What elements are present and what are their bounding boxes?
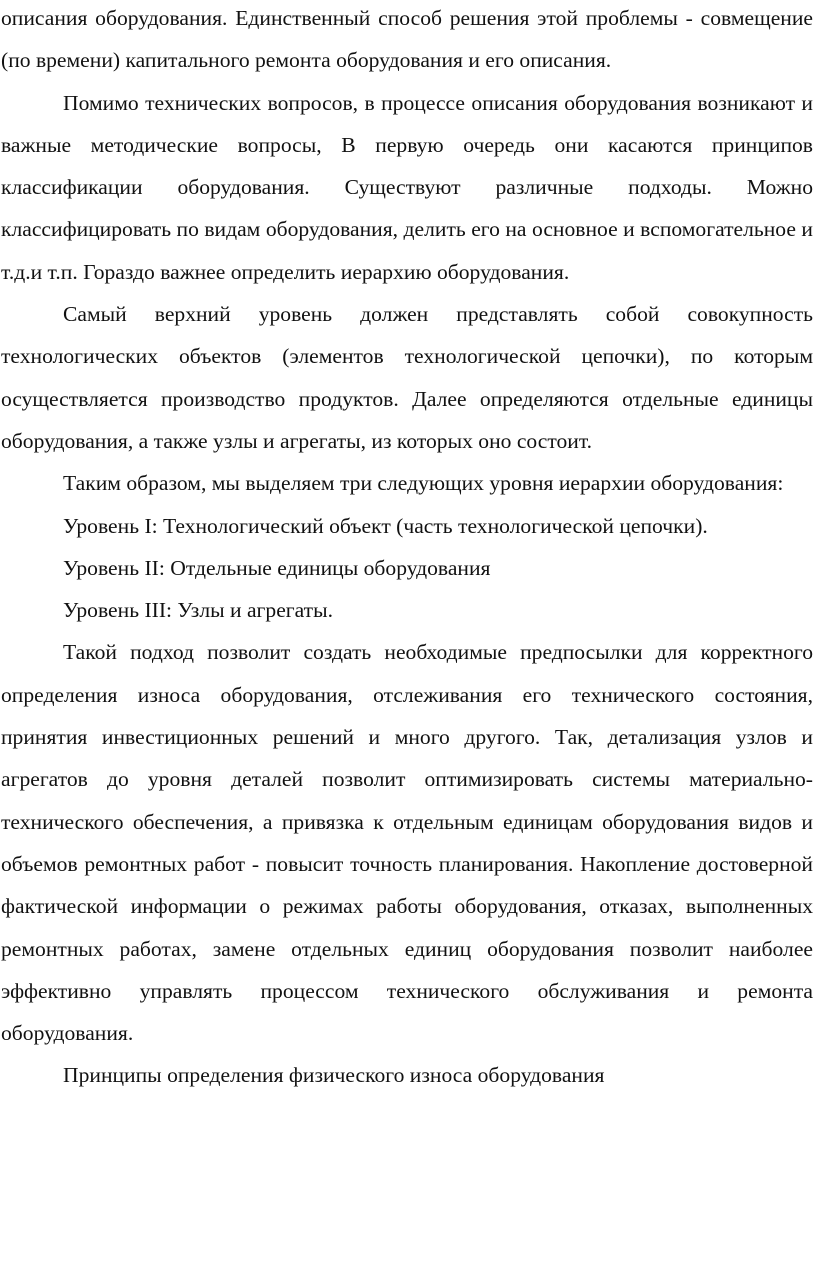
paragraph-approach-benefits: Такой подход позволит создать необходимые предпосылки для корректного определения износа оборудования, отслеживания его технического состояния, принятия инвестиционных решений и много другого. Так, детализация узлов и агрегатов до уровня деталей позволит оптимизировать системы материально-технического обеспечения, а привязка к отдельным единицам оборудования видов и объемов ремонтных работ - повысит точность планирования. Накопление достоверной фактической информации о режимах работы оборудования, отказах, выполненных ремонтных работах, замене отдельных единиц оборудования позволит наиболее эффективно управлять процессом технического обслуживания и ремонта оборудования. <box>1 640 813 1046</box>
paragraph-methodical-questions: Помимо технических вопросов, в процессе описания оборудования возникают и важные методические вопросы, В первую очередь они касаются принципов классификации оборудования. Существуют различные подходы. Можно классифицировать по видам оборудования, делить его на основное и вспомогательное и т.д.и т.п. Гораздо важнее определить иерархию оборудования. <box>1 90 813 284</box>
list-item-level-2: Уровень II: Отдельные единицы оборудования <box>63 555 491 580</box>
section-heading-wear-principles: Принципы определения физического износа оборудования <box>63 1063 605 1088</box>
paragraph-three-levels-intro: Таким образом, мы выделяем три следующих уровня иерархии оборудования: <box>63 471 784 496</box>
list-item-level-1: Уровень I: Технологический объект (часть технологической цепочки). <box>63 513 708 538</box>
list-item-level-3: Уровень III: Узлы и агрегаты. <box>63 598 334 623</box>
paragraph-equipment-description-continuation: описания оборудования. Единственный способ решения этой проблемы - совмещение (по времени) капитального ремонта оборудования и его описания. <box>1 6 813 73</box>
paragraph-top-level-hierarchy: Самый верхний уровень должен представлять собой совокупность технологических объектов (элементов технологической цепочки), по которым осуществляется производство продуктов. Далее определяются отдельные единицы оборудования, а также узлы и агрегаты, из которых оно состоит. <box>1 302 813 453</box>
